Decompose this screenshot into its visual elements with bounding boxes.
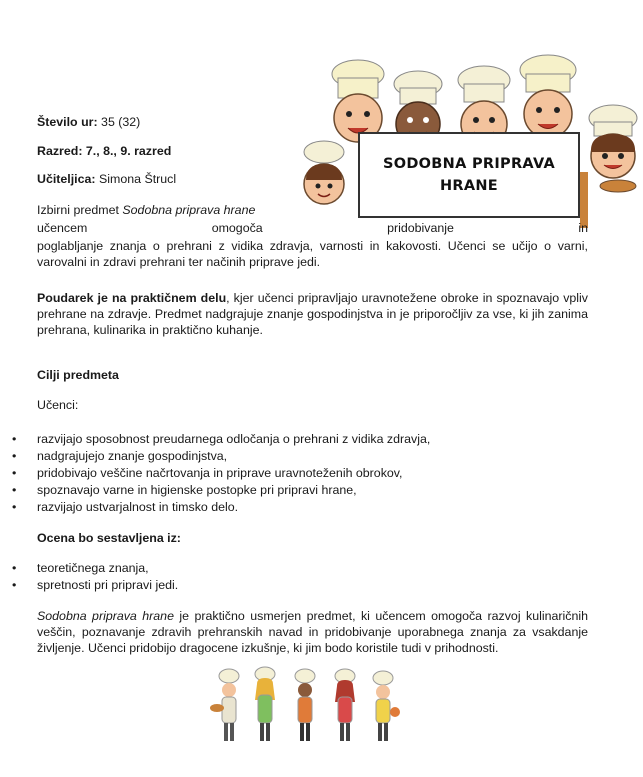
list-item: • nadgrajujejo znanje gospodinjstva, bbox=[12, 449, 228, 463]
closing-text: je praktično usmerjen predmet, ki učencem omogoča razvoj kulinaričnih veščin, poznavanje zdravih prehranskih navad in pridobivanje uporabnega znanja za vsakdanje življenje. Učenci pridobijo dragocene izkušnje, ki jim bodo koristile tudi v prihodnosti. bbox=[37, 609, 588, 655]
bullet-icon: • bbox=[12, 500, 17, 514]
goals-lead: Učenci: bbox=[37, 398, 79, 412]
intro-subject: Sodobna priprava hrane bbox=[122, 203, 256, 217]
chef-child-4 bbox=[520, 55, 576, 138]
list-item: • razvijajo ustvarjalnost in timsko delo. bbox=[12, 500, 239, 514]
marching-chef-1 bbox=[210, 669, 239, 741]
intro-paragraph-start bbox=[37, 202, 588, 218]
practical-paragraph bbox=[37, 290, 588, 338]
marching-chefs-illustration bbox=[205, 664, 405, 754]
marching-chef-5 bbox=[373, 671, 400, 741]
goals-list bbox=[12, 431, 430, 516]
chef-child-5 bbox=[589, 105, 637, 192]
intro-line2-text: učencem omogoča pridobivanje in bbox=[37, 221, 588, 235]
marching-chef-4 bbox=[335, 669, 355, 741]
teacher-label: Učiteljica: bbox=[37, 172, 96, 186]
list-item: • teoretičnega znanja, bbox=[12, 561, 149, 575]
course-title-line-2: HRANE bbox=[439, 178, 499, 194]
bullet-icon: • bbox=[12, 466, 17, 480]
assessment-title: Ocena bo sestavljena iz: bbox=[37, 531, 181, 545]
list-item: • spoznavajo varne in higienske postopke pri pripravi hrane, bbox=[12, 483, 357, 497]
intro-paragraph-line2 bbox=[37, 220, 588, 236]
intro-text-start: Izbirni predmet bbox=[37, 203, 123, 217]
bullet-icon: • bbox=[12, 449, 17, 463]
practical-emphasis: Poudarek je na praktičnem delu bbox=[37, 291, 227, 305]
practical-text: , kjer učenci pripravljajo uravnotežene obroke in spoznavajo vpliv prehrane na zdravje. Predmet nadgrajuje znanje gospodinjstva in je priporočljiv za vse, ki jih zanima prehrana, kulinarika in praktično kuhanje. bbox=[37, 291, 588, 337]
closing-subject: Sodobna priprava hrane bbox=[37, 609, 174, 623]
bullet-icon: • bbox=[12, 561, 17, 575]
course-title-line-1: SODOBNA PRIPRAVA bbox=[382, 156, 556, 172]
bullet-icon: • bbox=[12, 578, 17, 592]
list-item: • spretnosti pri pripravi jedi. bbox=[12, 578, 179, 592]
grade-line bbox=[37, 143, 171, 159]
marching-chef-2 bbox=[255, 667, 275, 741]
teacher-line bbox=[37, 171, 176, 187]
hours-value: 35 (32) bbox=[101, 115, 141, 129]
bullet-icon: • bbox=[12, 483, 17, 497]
chef-child-1 bbox=[332, 60, 384, 142]
hours-label: Število ur: bbox=[37, 115, 98, 129]
intro-rest-text: poglabljanje znanja o prehrani z vidika zdravja, varnosti in kakovosti. Učenci se učijo o varni, varovalni in zdravi prehrani ter načinih priprave jedi. bbox=[37, 239, 588, 269]
list-item: • razvijajo sposobnost preudarnega odločanja o prehrani z vidika zdravja, bbox=[12, 432, 431, 446]
bullet-icon: • bbox=[12, 432, 17, 446]
grade-label: Razred: 7., 8., 9. razred bbox=[37, 144, 172, 158]
goals-title: Cilji predmeta bbox=[37, 368, 119, 382]
teacher-value: Simona Štrucl bbox=[99, 172, 177, 186]
chef-child-6 bbox=[304, 141, 344, 204]
intro-paragraph-rest bbox=[37, 238, 588, 270]
hours-line bbox=[37, 114, 140, 130]
closing-paragraph bbox=[37, 608, 588, 656]
assessment-list bbox=[12, 560, 178, 594]
list-item: • pridobivajo veščine načrtovanja in priprave uravnoteženih obrokov, bbox=[12, 466, 403, 480]
marching-chef-3 bbox=[295, 669, 315, 741]
